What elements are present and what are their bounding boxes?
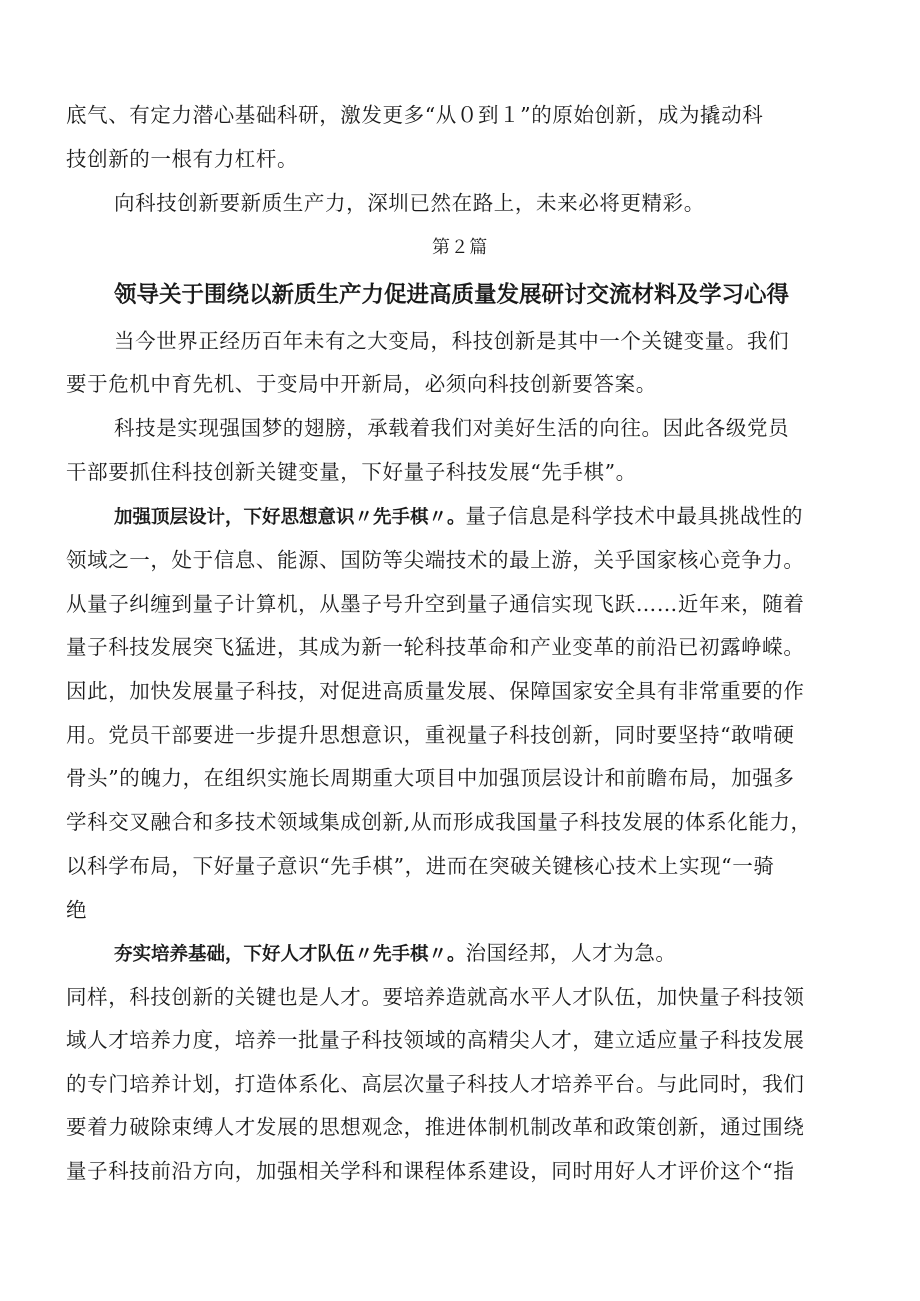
body-line: 量子科技发展突飞猛进，其成为新一轮科技革命和产业变革的前沿已初露峥嵘。 xyxy=(66,635,805,659)
body-line: 科技是实现强国梦的翅膀，承载着我们对美好生活的向往。因此各级党员 xyxy=(114,416,790,440)
body-line: 因此，加快发展量子科技，对促进高质量发展、保障国家安全具有非常重要的作 xyxy=(66,679,805,703)
body-line: 底气、有定力潜心基础科研，激发更多“从０到１”的原始创新，成为撬动科 xyxy=(66,103,764,127)
paragraph-lead-line xyxy=(114,502,803,532)
body-text: 治国经邦，人才为急。 xyxy=(465,941,677,965)
paragraph-lead: 夯实培养基础，下好人才队伍〃先手棋〃。 xyxy=(114,944,466,965)
body-line: 当今世界正经历百年未有之大变局，科技创新是其中一个关键变量。我们 xyxy=(114,329,790,353)
body-line: 以科学布局，下好量子意识“先手棋”，进而在突破关键核心技术上实现“一骑 xyxy=(66,854,775,878)
body-line: 要着力破除束缚人才发展的思想观念，推进体制机制改革和政策创新，通过围绕 xyxy=(66,1115,805,1139)
section-heading: 第２篇 xyxy=(432,237,488,258)
article-title: 领导关于围绕以新质生产力促进高质量发展研讨交流材料及学习心得 xyxy=(114,282,790,308)
body-line: 领域之一，处于信息、能源、国防等尖端技术的最上游，关乎国家核心竞争力。 xyxy=(66,548,805,572)
body-line: 学科交叉融合和多技术领域集成创新,从而形成我国量子科技发展的体系化能力， xyxy=(66,810,812,834)
body-line: 的专门培养计划，打造体系化、高层次量子科技人才培养平台。与此同时，我们 xyxy=(66,1072,805,1096)
body-line: 量子科技前沿方向，加强相关学科和课程体系建设，同时用好人才评价这个“指 xyxy=(66,1159,795,1183)
body-line: 同样，科技创新的关键也是人才。要培养造就高水平人才队伍，加快量子科技领 xyxy=(66,985,805,1009)
body-line: 绝 xyxy=(66,898,88,922)
body-line: 技创新的一根有力杠杆。 xyxy=(66,147,299,171)
closing-line: 向科技创新要新质生产力，深圳已然在路上，未来必将更精彩。 xyxy=(114,191,705,215)
paragraph-lead: 加强顶层设计，下好思想意识〃先手棋〃。 xyxy=(114,507,466,528)
paragraph-lead-line xyxy=(114,939,677,969)
body-line: 从量子纠缠到量子计算机，从墨子号升空到量子通信实现飞跃……近年来，随着 xyxy=(66,592,805,616)
body-line: 用。党员干部要进一步提升思想意识，重视量子科技创新，同时要坚持“敢啃硬 xyxy=(66,723,795,747)
body-line: 域人才培养力度，培养一批量子科技领域的高精尖人才，建立适应量子科技发展 xyxy=(66,1028,805,1052)
body-line: 干部要抓住科技创新关键变量，下好量子科技发展“先手棋”。 xyxy=(66,460,637,484)
body-text: 量子信息是科学技术中最具挑战性的 xyxy=(465,504,804,528)
body-line: 要于危机中育先机、于变局中开新局，必须向科技创新要答案。 xyxy=(66,372,657,396)
body-line: 骨头”的魄力，在组织实施长周期重大项目中加强顶层设计和前瞻布局，加强多 xyxy=(66,766,795,790)
